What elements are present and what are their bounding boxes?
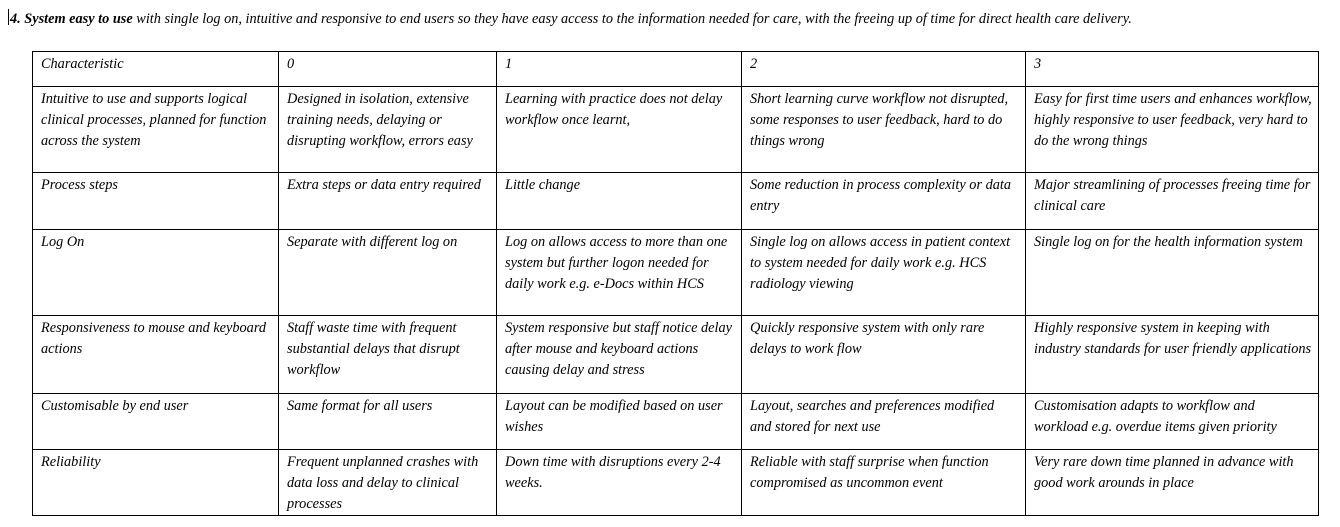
table-row [33, 173, 1319, 230]
score-0-cell: Same format for all users [279, 394, 497, 450]
score-0-cell: Frequent unplanned crashes with data loss and delay to clinical processes [279, 450, 497, 516]
score-2-cell: Layout, searches and preferences modified and stored for next use [742, 394, 1026, 450]
header-cell-score-0: 0 [279, 52, 497, 87]
score-3-cell: Very rare down time planned in advance with good work arounds in place [1026, 450, 1319, 516]
score-2-cell: Short learning curve workflow not disrupted, some responses to user feedback, hard to do things wrong [742, 87, 1026, 173]
score-3-cell: Easy for first time users and enhances workflow, highly responsive to user feedback, very hard to do the wrong things [1026, 87, 1319, 173]
score-1-cell: Layout can be modified based on user wishes [497, 394, 742, 450]
score-0-cell: Designed in isolation, extensive training needs, delaying or disrupting workflow, errors easy [279, 87, 497, 173]
section-title: 4. System easy to use [10, 11, 133, 27]
score-2-cell: Some reduction in process complexity or data entry [742, 173, 1026, 230]
table-header-row [33, 52, 1319, 87]
score-1-cell: Little change [497, 173, 742, 230]
table-row [33, 450, 1319, 516]
table-row [33, 316, 1319, 394]
section-description: with single log on, intuitive and responsive to end users so they have easy access to the information needed for care, with the freeing up of time for direct health care delivery. [132, 11, 1132, 27]
score-1-cell: Learning with practice does not delay workflow once learnt, [497, 87, 742, 173]
score-0-cell: Staff waste time with frequent substantial delays that disrupt workflow [279, 316, 497, 394]
score-0-cell: Separate with different log on [279, 230, 497, 316]
section-heading [8, 9, 1328, 29]
header-cell-score-3: 3 [1026, 52, 1319, 87]
score-2-cell: Single log on allows access in patient context to system needed for daily work e.g. HCS radiology viewing [742, 230, 1026, 316]
row-characteristic-cell: Responsiveness to mouse and keyboard actions [33, 316, 279, 394]
score-2-cell: Quickly responsive system with only rare delays to work flow [742, 316, 1026, 394]
header-cell-score-2: 2 [742, 52, 1026, 87]
table-row [33, 394, 1319, 450]
score-3-cell: Customisation adapts to workflow and workload e.g. overdue items given priority [1026, 394, 1319, 450]
text-cursor [8, 9, 9, 25]
row-characteristic-cell: Intuitive to use and supports logical clinical processes, planned for function across the system [33, 87, 279, 173]
row-characteristic-cell: Process steps [33, 173, 279, 230]
table-row [33, 87, 1319, 173]
usability-rubric-table [32, 51, 1319, 516]
table-row [33, 230, 1319, 316]
score-2-cell: Reliable with staff surprise when function compromised as uncommon event [742, 450, 1026, 516]
score-1-cell: Down time with disruptions every 2-4 weeks. [497, 450, 742, 516]
score-1-cell: Log on allows access to more than one system but further logon needed for daily work e.g. e-Docs within HCS [497, 230, 742, 316]
score-1-cell: System responsive but staff notice delay after mouse and keyboard actions causing delay and stress [497, 316, 742, 394]
header-cell-characteristic: Characteristic [33, 52, 279, 87]
row-characteristic-cell: Reliability [33, 450, 279, 516]
header-cell-score-1: 1 [497, 52, 742, 87]
score-3-cell: Highly responsive system in keeping with industry standards for user friendly applications [1026, 316, 1319, 394]
score-3-cell: Major streamlining of processes freeing time for clinical care [1026, 173, 1319, 230]
row-characteristic-cell: Log On [33, 230, 279, 316]
score-3-cell: Single log on for the health information system [1026, 230, 1319, 316]
score-0-cell: Extra steps or data entry required [279, 173, 497, 230]
row-characteristic-cell: Customisable by end user [33, 394, 279, 450]
